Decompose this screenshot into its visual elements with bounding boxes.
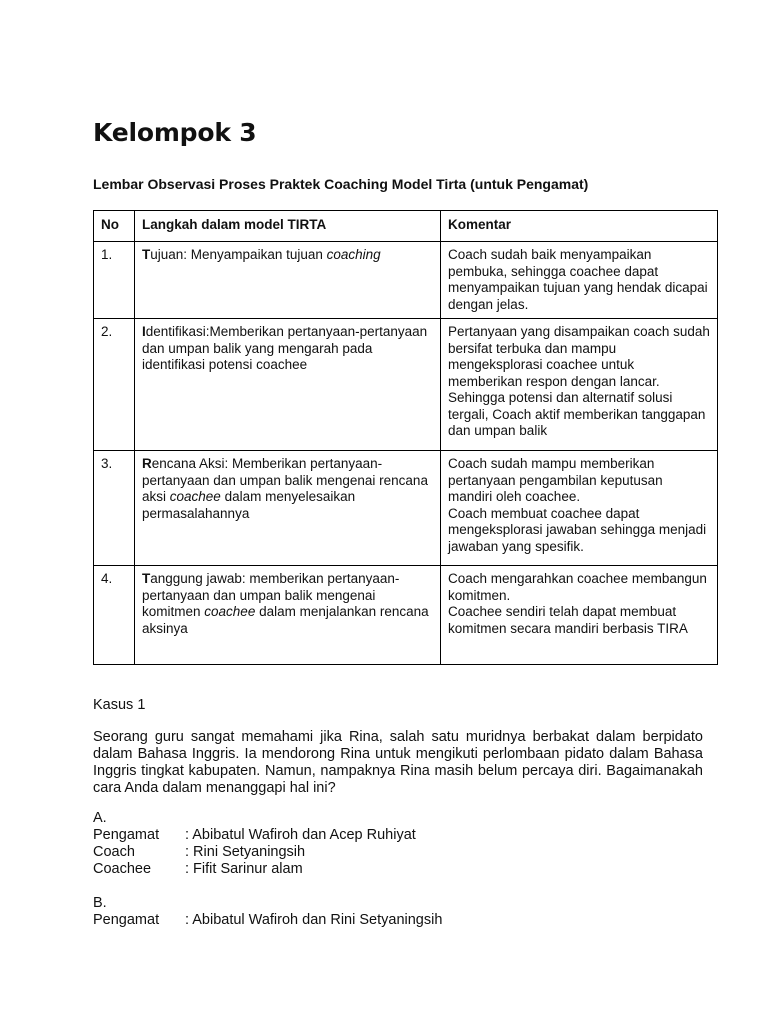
table-header-row: [94, 211, 718, 242]
group-b-pengamat-row: [93, 912, 442, 929]
comment-cell: Coach mengarahkan coachee membangun komitmen. Coachee sendiri telah dapat membuat komitmen secara mandiri berbasis TIRA: [441, 566, 718, 665]
step-italic: coaching: [326, 247, 381, 262]
header-comment: Komentar: [441, 211, 718, 242]
step-text: ujuan: Menyampaikan tujuan: [150, 247, 327, 262]
step-initial: I: [142, 324, 146, 339]
step-italic: coachee: [204, 604, 256, 619]
document-title: Kelompok 3: [93, 118, 257, 147]
pengamat-label: Pengamat: [93, 827, 160, 843]
step-initial: T: [142, 247, 151, 262]
table-row: [94, 319, 718, 451]
step-initial: R: [142, 456, 152, 471]
table-row: [94, 566, 718, 665]
header-step: Langkah dalam model TIRTA: [135, 211, 441, 242]
coachee-value: : Fifit Sarinur alam: [185, 861, 303, 877]
row-number: 1.: [94, 242, 135, 319]
group-a-coach-row: [93, 844, 305, 861]
coach-label: Coach: [93, 844, 135, 860]
step-text: anggung jawab: memberikan pertanyaan-pertanyaan dan umpan balik mengenai komitmen: [142, 571, 400, 619]
pengamat-value: : Abibatul Wafiroh dan Rini Setyaningsih: [185, 912, 443, 928]
step-text: encana Aksi: Memberikan pertanyaan-pertanyaan dan umpan balik mengenai rencana aksi: [142, 456, 428, 504]
comment-cell: Coach sudah mampu memberikan pertanyaan pengambilan keputusan mandiri oleh coachee. Coach membuat coachee dapat mengeksplorasi jawaban sehingga menjadi jawaban yang spesifik.: [441, 451, 718, 566]
comment-cell: Pertanyaan yang disampaikan coach sudah bersifat terbuka dan mampu mengeksplorasi coachee untuk memberikan respon dengan lancar. Sehingga potensi dan alternatif solusi tergali, Coach aktif memberikan tanggapan dan umpan balik: [441, 319, 718, 451]
step-cell: [135, 319, 441, 451]
step-cell: [135, 242, 441, 319]
step-cell: [135, 451, 441, 566]
table-row: [94, 451, 718, 566]
coach-value: : Rini Setyaningsih: [185, 844, 306, 860]
group-b-letter: B.: [93, 895, 107, 911]
observation-sheet-subtitle: Lembar Observasi Proses Praktek Coaching Model Tirta (untuk Pengamat): [93, 176, 589, 192]
row-number: 3.: [94, 451, 135, 566]
group-a-letter: A.: [93, 810, 107, 826]
group-a-pengamat-row: [93, 827, 416, 844]
pengamat-value: : Abibatul Wafiroh dan Acep Ruhiyat: [185, 827, 416, 843]
observation-table: [93, 210, 718, 665]
group-a-coachee-row: [93, 861, 303, 878]
case-heading: Kasus 1: [93, 697, 146, 713]
coachee-label: Coachee: [93, 861, 152, 877]
row-number: 4.: [94, 566, 135, 665]
table-row: [94, 242, 718, 319]
header-no: No: [94, 211, 135, 242]
comment-cell: Coach sudah baik menyampaikan pembuka, sehingga coachee dapat menyampaikan tujuan yang hendak dicapai dengan jelas.: [441, 242, 718, 319]
row-number: 2.: [94, 319, 135, 451]
pengamat-label: Pengamat: [93, 912, 160, 928]
step-cell: [135, 566, 441, 665]
step-text-end: dalam menjalankan rencana aksinya: [142, 604, 429, 636]
step-initial: T: [142, 571, 151, 586]
case-description: Seorang guru sangat memahami jika Rina, salah satu muridnya berbakat dalam berpidato dalam Bahasa Inggris. Ia mendorong Rina untuk mengikuti perlombaan pidato dalam Bahasa Inggris tingkat kabupaten. Namun, nampaknya Rina masih belum percaya diri. Bagaimanakah cara Anda dalam menanggapi hal ini?: [93, 729, 703, 796]
step-text-end: dalam menyelesaikan permasalahannya: [142, 489, 356, 521]
step-italic: coachee: [169, 489, 221, 504]
step-text: dentifikasi:Memberikan pertanyaan-pertanyaan dan umpan balik yang mengarah pada identifikasi potensi coachee: [142, 324, 428, 372]
